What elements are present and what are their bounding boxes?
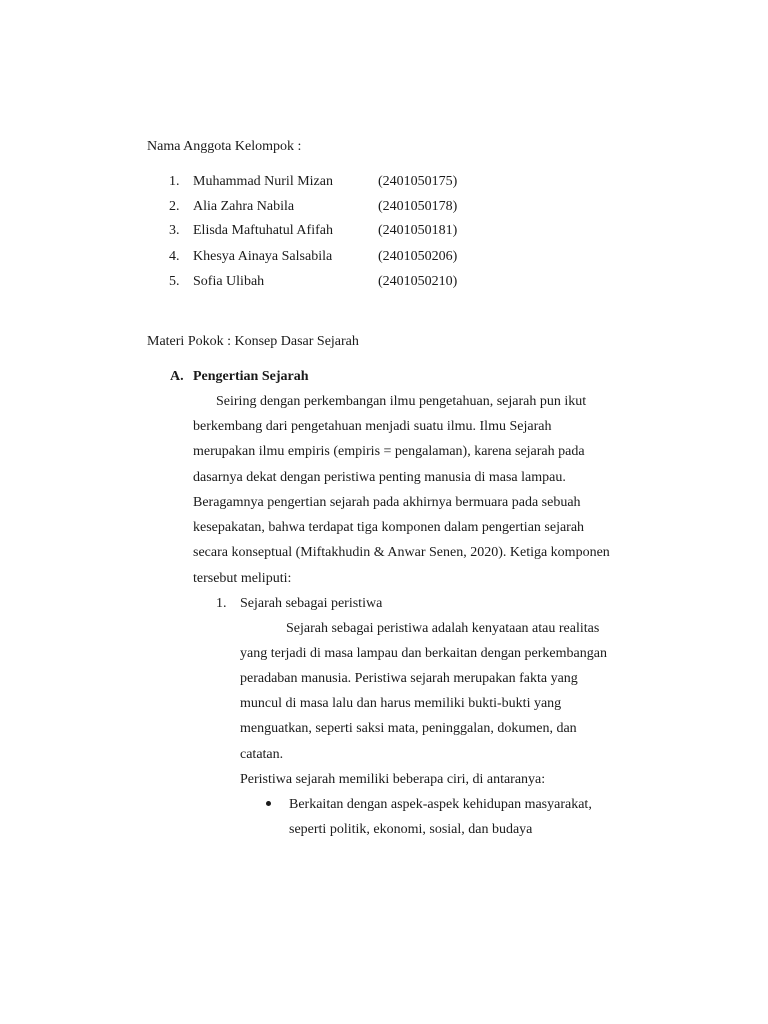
materi-heading: Materi Pokok : Konsep Dasar Sejarah [147, 334, 359, 349]
paragraph-line: merupakan ilmu empiris (empiris = pengalaman), karena sejarah pada [193, 444, 585, 459]
paragraph-line: dasarnya dekat dengan peristiwa penting manusia di masa lampau. [193, 470, 566, 485]
group-heading: Nama Anggota Kelompok : [147, 139, 302, 154]
paragraph-line: Beragamnya pengertian sejarah pada akhirnya bermuara pada sebuah [193, 495, 581, 510]
bullet-line: seperti politik, ekonomi, sosial, dan budaya [289, 822, 533, 837]
subitem-number: 1. [216, 596, 227, 611]
paragraph-line: muncul di masa lalu dan harus memiliki bukti-bukti yang [240, 696, 562, 711]
bullet-icon [266, 801, 271, 806]
member-id: (2401050178) [378, 199, 458, 214]
member-id: (2401050175) [378, 174, 458, 189]
paragraph-line: catatan. [240, 747, 284, 762]
member-name: Sofia Ulibah [193, 274, 265, 289]
ciri-intro: Peristiwa sejarah memiliki beberapa ciri, di antaranya: [240, 772, 546, 787]
paragraph-line: yang terjadi di masa lampau dan berkaitan dengan perkembangan [240, 646, 607, 661]
paragraph-line: Sejarah sebagai peristiwa adalah kenyataan atau realitas [286, 621, 600, 636]
paragraph-line: tersebut meliputi: [193, 571, 292, 586]
member-number: 1. [169, 174, 180, 189]
bullet-line: Berkaitan dengan aspek-aspek kehidupan masyarakat, [289, 797, 592, 812]
member-id: (2401050210) [378, 274, 458, 289]
member-name: Khesya Ainaya Salsabila [193, 249, 333, 264]
member-number: 5. [169, 274, 180, 289]
member-id: (2401050181) [378, 223, 458, 238]
paragraph-line: kesepakatan, bahwa terdapat tiga komponen dalam pengertian sejarah [193, 520, 585, 535]
paragraph-line: secara konseptual (Miftakhudin & Anwar Senen, 2020). Ketiga komponen [193, 545, 610, 560]
paragraph-line: peradaban manusia. Peristiwa sejarah merupakan fakta yang [240, 671, 578, 686]
paragraph-line: berkembang dari pengetahuan menjadi suatu ilmu. Ilmu Sejarah [193, 419, 552, 434]
member-name: Elisda Maftuhatul Afifah [193, 223, 333, 238]
paragraph-line: menguatkan, seperti saksi mata, peninggalan, dokumen, dan [240, 721, 577, 736]
paragraph-line: Seiring dengan perkembangan ilmu pengetahuan, sejarah pun ikut [216, 394, 587, 409]
member-id: (2401050206) [378, 249, 458, 264]
subitem-title: Sejarah sebagai peristiwa [240, 596, 383, 611]
member-number: 4. [169, 249, 180, 264]
member-number: 2. [169, 199, 180, 214]
member-name: Muhammad Nuril Mizan [193, 174, 333, 189]
member-name: Alia Zahra Nabila [193, 199, 295, 214]
section-title: Pengertian Sejarah [193, 369, 309, 384]
member-number: 3. [169, 223, 180, 238]
section-marker: A. [170, 369, 184, 384]
